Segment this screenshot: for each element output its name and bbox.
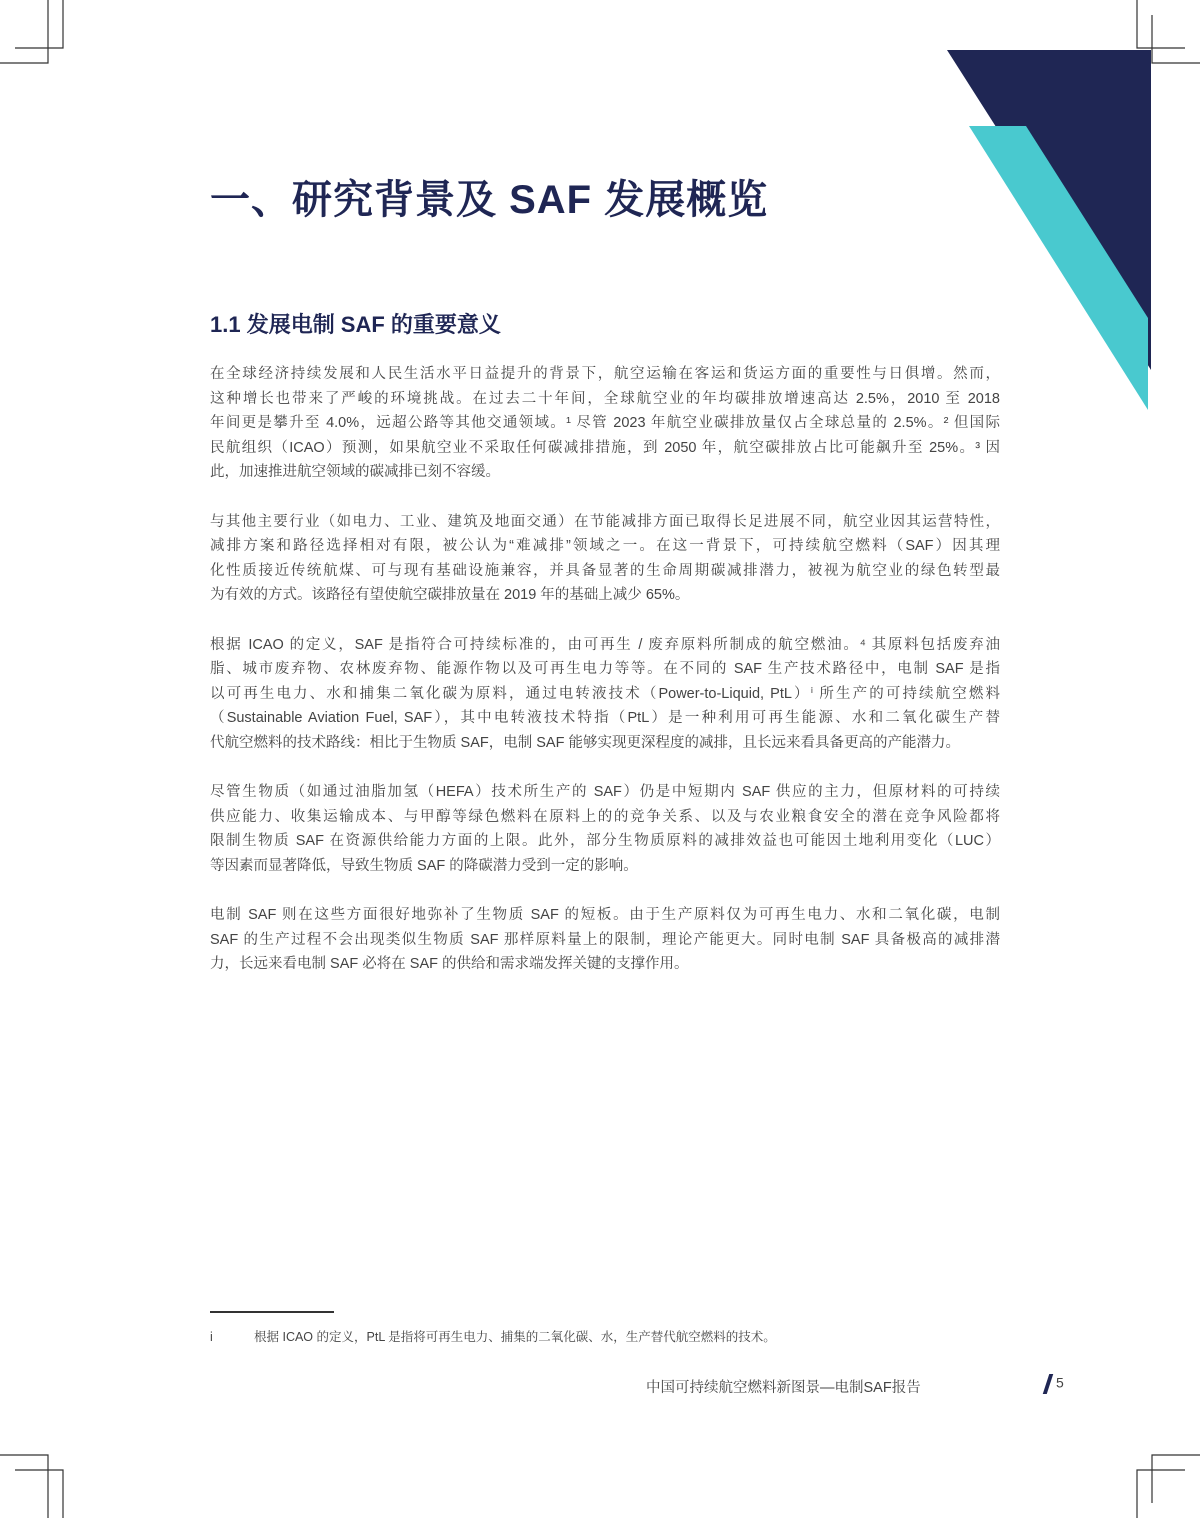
paragraph-line: 这种增长也带来了严峻的环境挑战。在过去二十年间，全球航空业的年均碳排放增速高达 2.5%，2010 至 2018 [210,390,1000,407]
paragraph-line: SAF 的生产过程不会出现类似生物质 SAF 那样原料量上的限制，理论产能更大。同时电制 SAF 具备极高的减排潜 [210,931,1000,948]
paragraph-line: 年间更是攀升至 4.0%，远超公路等其他交通领域。¹ 尽管 2023 年航空业碳排放量仅占全球总量的 2.5%。² 但国际 [210,415,1000,432]
paragraph [210,510,1000,608]
paragraph-line: 以可再生电力、水和捕集二氧化碳为原料，通过电转液技术（Power-to-Liquid, PtL）ⁱ 所生产的可持续航空燃料 [210,685,1000,702]
paragraph-line: 尽管生物质（如通过油脂加氢（HEFA）技术所生产的 SAF）仍是中短期内 SAF 供应的主力，但原材料的可持续 [210,784,1000,801]
paragraph-line: 脂、城市废弃物、农林废弃物、能源作物以及可再生电力等等。在不同的 SAF 生产技术路径中，电制 SAF 是指 [210,661,1000,678]
footer-report-title: 中国可持续航空燃料新图景—电制SAF报告 [646,1380,921,1396]
paragraph-line: 力，长远来看电制 SAF 必将在 SAF 的供给和需求端发挥关键的支撑作用。 [210,956,689,973]
paragraph-line: （Sustainable Aviation Fuel, SAF），其中电转液技术特指（PtL）是一种利用可再生能源、水和二氧化碳生产替 [210,710,1000,727]
paragraph-line: 等因素而显著降低，导致生物质 SAF 的降碳潜力受到一定的影响。 [210,857,638,874]
paragraph-line: 化性质接近传统航煤、可与现有基础设施兼容，并具备显著的生命周期碳减排潜力，被视为航空业的绿色转型最 [210,562,1000,579]
paragraph-line: 为有效的方式。该路径有望使航空碳排放量在 2019 年的基础上减少 65%。 [210,587,690,604]
paragraph-line: 此，加速推进航空领域的碳减排已刻不容缓。 [210,464,500,481]
paragraph [210,780,1000,878]
paragraph [210,362,1000,485]
page-number-text: 5 [1056,1374,1064,1391]
footnote-divider [210,1311,334,1313]
paragraph [210,903,1000,977]
paragraph [210,633,1000,756]
paragraph-line: 减排方案和路径选择相对有限，被公认为“难减排”领域之一。在这一背景下，可持续航空燃料（SAF）因其理 [210,538,1000,555]
paragraph-line: 与其他主要行业（如电力、工业、建筑及地面交通）在节能减排方面已取得长足进展不同，航空业因其运营特性， [210,513,1000,530]
body-text [210,362,1000,1001]
page-number [1046,1374,1064,1394]
paragraph-line: 在全球经济持续发展和人民生活水平日益提升的背景下，航空运输在客运和货运方面的重要性与日俱增。然而， [210,366,1000,382]
footnote [210,1327,776,1345]
footnote-text: 根据 ICAO 的定义，PtL 是指将可再生电力、捕集的二氧化碳、水，生产替代航空燃料的技术。 [254,1330,776,1344]
section-title: 1.1 发展电制 SAF 的重要意义 [210,312,501,337]
paragraph-line: 根据 ICAO 的定义，SAF 是指符合可持续标准的，由可再生 / 废弃原料所制成的航空燃油。⁴ 其原料包括废弃油 [210,636,1000,653]
paragraph-line: 民航组织（ICAO）预测，如果航空业不采取任何碳减排措施，到 2050 年，航空碳排放占比可能飙升至 25%。³ 因 [210,439,1000,456]
paragraph-line: 限制生物质 SAF 在资源供给能力方面的上限。此外，部分生物质原料的减排效益也可能因土地利用变化（LUC） [210,833,1000,850]
footnote-mark: i [210,1330,213,1344]
chapter-title: 一、研究背景及 SAF 发展概览 [210,178,769,222]
paragraph-line: 供应能力、收集运输成本、与甲醇等绿色燃料在原料上的的竞争关系、以及与农业粮食安全的潜在竞争风险都将 [210,808,1000,825]
paragraph-line: 电制 SAF 则在这些方面很好地弥补了生物质 SAF 的短板。由于生产原料仅为可再生电力、水和二氧化碳，电制 [210,907,1000,924]
paragraph-line: 代航空燃料的技术路线：相比于生物质 SAF，电制 SAF 能够实现更深程度的减排，且长远来看具备更高的产能潜力。 [210,734,960,751]
